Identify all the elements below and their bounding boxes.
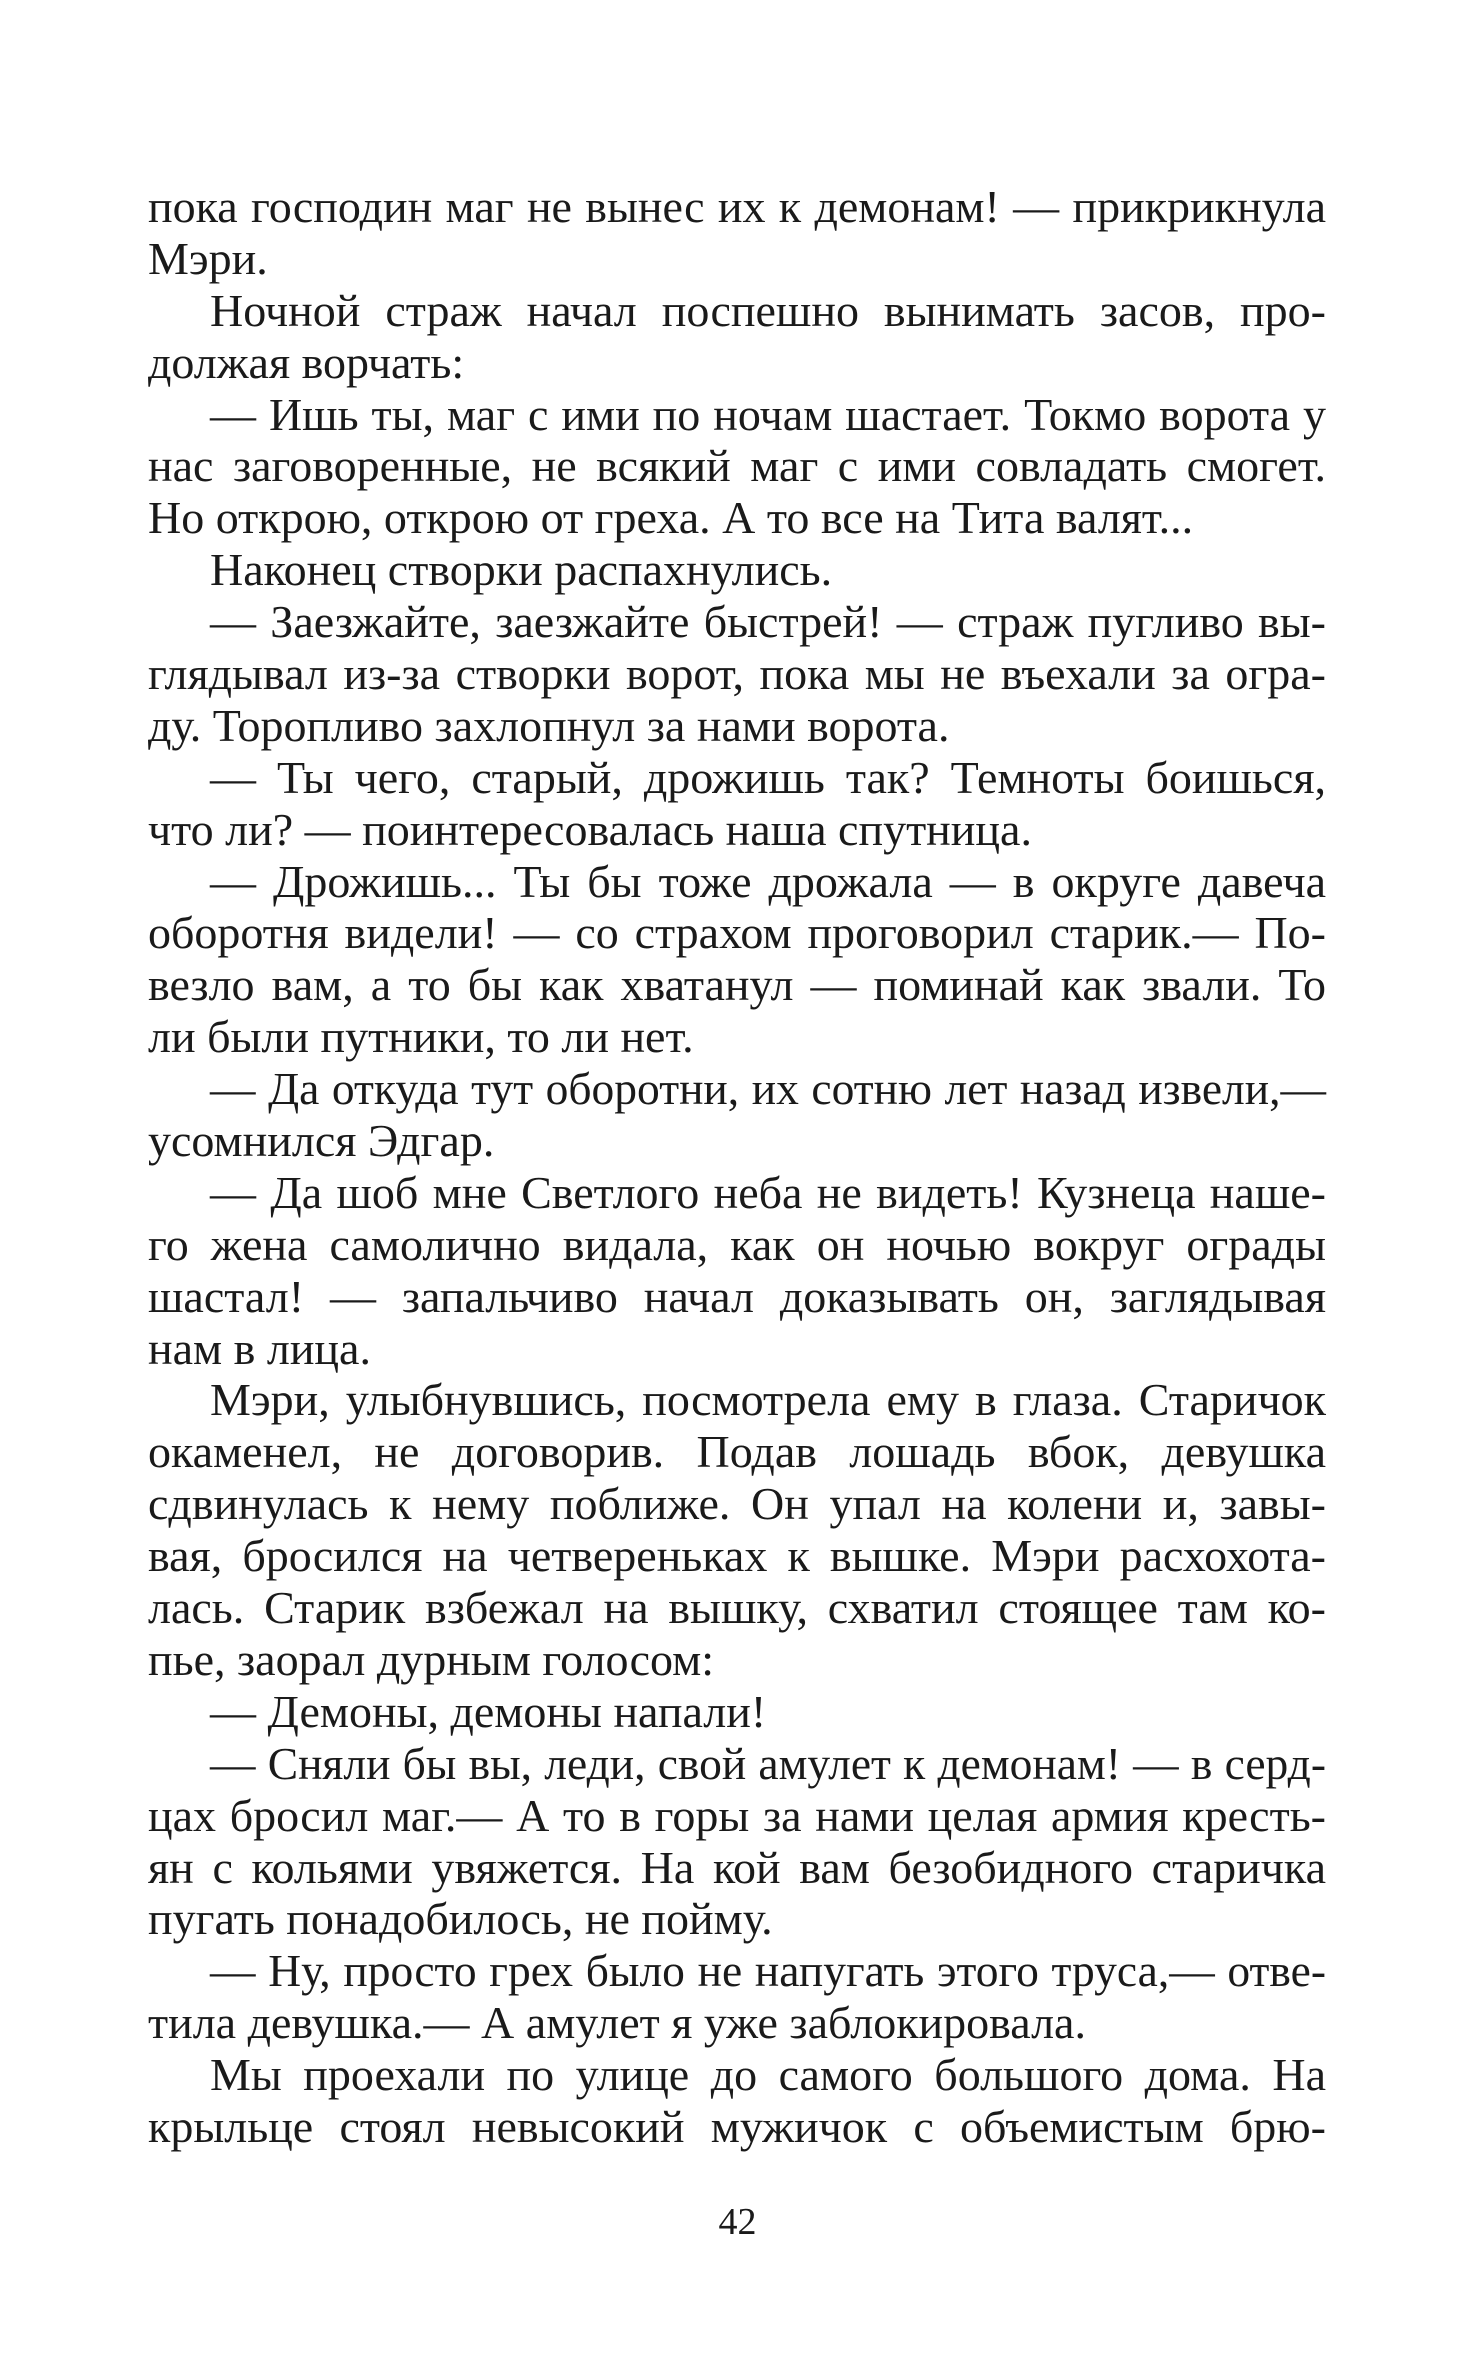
text-line: окаменел, не договорив. Подав лошадь вбок, девушка <box>148 1426 1326 1478</box>
text-line: — Заезжайте, заезжайте быстрей! — страж пугливо вы- <box>210 596 1326 648</box>
text-line: Ночной страж начал поспешно вынимать засов, про- <box>210 284 1326 336</box>
page-number: 42 <box>718 2201 757 2243</box>
text-line: Мэри, улыбнувшись, посмотрела ему в глаза. Старичок <box>210 1374 1326 1426</box>
text-line: пье, заорал дурным голосом: <box>148 1633 715 1685</box>
text-line: что ли? — поинтересовалась наша спутница. <box>148 803 1032 855</box>
text-line: ли были путники, то ли нет. <box>148 1011 694 1063</box>
text-line: — Сняли бы вы, леди, свой амулет к демонам! — в серд- <box>210 1737 1326 1789</box>
text-line: — Ну, просто грех было не напугать этого труса,— отве- <box>210 1945 1326 1997</box>
text-line: глядывал из-за створки ворот, пока мы не въехали за огра- <box>148 648 1326 700</box>
text-line: — Да шоб мне Светлого неба не видеть! Кузнеца наше- <box>210 1166 1326 1218</box>
text-line: Мы проехали по улице до самого большого дома. На <box>210 2049 1326 2101</box>
text-line: Но открою, открою от греха. А то все на Тита валят... <box>148 492 1194 544</box>
text-line: усомнился Эдгар. <box>148 1115 495 1167</box>
text-line: — Ишь ты, маг с ими по ночам шастает. Токмо ворота у <box>210 388 1326 440</box>
text-line: го жена самолично видала, как он ночью вокруг ограды <box>148 1218 1326 1270</box>
text-line: — Ты чего, старый, дрожишь так? Темноты боишься, <box>210 751 1326 803</box>
text-line: везло вам, а то бы как хватанул — поминай как звали. То <box>148 959 1326 1011</box>
text-line: вая, бросился на четвереньках к вышке. Мэри расхохота- <box>148 1530 1326 1582</box>
text-line: оборотня видели! — со страхом проговорил старик.— По- <box>148 907 1326 959</box>
text-line: — Демоны, демоны напали! <box>210 1685 767 1737</box>
text-line: Мэри. <box>148 232 268 284</box>
text-line: крыльце стоял невысокий мужичок с объемистым брю- <box>148 2100 1326 2152</box>
text-line: пока господин маг не вынес их к демонам! — прикрикнула <box>148 181 1326 232</box>
text-line: сдвинулась к нему поближе. Он упал на колени и, завы- <box>148 1478 1326 1530</box>
text-line: ян с кольями увяжется. На кой вам безобидного старичка <box>148 1841 1326 1893</box>
text-line: тила девушка.— А амулет я уже заблокировала. <box>148 1997 1086 2049</box>
text-line: — Дрожишь... Ты бы тоже дрожала — в округе давеча <box>210 855 1326 907</box>
text-line: нам в лица. <box>148 1322 371 1374</box>
text-line: цах бросил маг.— А то в горы за нами целая армия кресть- <box>148 1789 1326 1841</box>
text-line: Наконец створки распахнулись. <box>210 544 833 596</box>
text-line: нас заговоренные, не всякий маг с ими совладать смогет. <box>148 440 1326 492</box>
text-line: лась. Старик взбежал на вышку, схватил стоящее там ко- <box>148 1582 1326 1634</box>
body-text <box>148 181 1326 2153</box>
text-line: пугать понадобилось, не пойму. <box>148 1893 773 1945</box>
text-line: ду. Торопливо захлопнул за нами ворота. <box>148 699 950 751</box>
text-line: должая ворчать: <box>148 336 465 388</box>
text-line: шастал! — запальчиво начал доказывать он, заглядывая <box>148 1270 1326 1322</box>
text-line: — Да откуда тут оборотни, их сотню лет назад извели,— <box>210 1063 1326 1115</box>
